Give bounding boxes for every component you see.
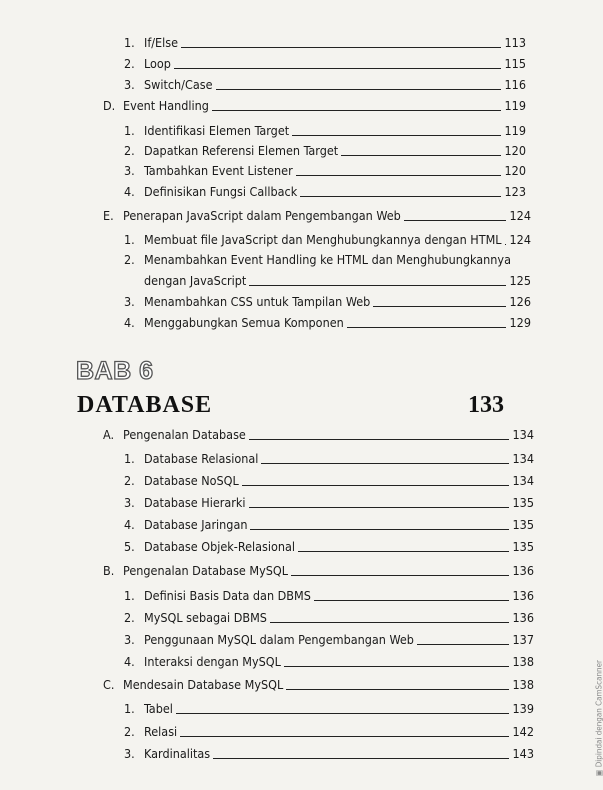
section-page: 136: [512, 563, 534, 578]
toc-section[interactable]: [103, 677, 534, 693]
toc-entry[interactable]: [124, 746, 534, 762]
leader-line: [249, 439, 509, 440]
entry-page: 134: [512, 473, 534, 488]
toc-entry[interactable]: [124, 315, 531, 331]
leader-line: [314, 600, 509, 601]
toc-entry[interactable]: [124, 451, 534, 467]
leader-line: [373, 306, 506, 307]
leader-line: [181, 47, 501, 48]
section-label: Pengenalan Database: [123, 427, 246, 442]
toc-entry[interactable]: [124, 56, 526, 72]
entry-number: 4.: [124, 517, 135, 532]
toc-entry[interactable]: [124, 654, 534, 670]
leader-line: [298, 551, 509, 552]
chapter-number: BAB 6: [76, 357, 154, 385]
entry-number: 3.: [124, 632, 135, 647]
entry-number: 1.: [124, 451, 135, 466]
toc-entry[interactable]: [124, 294, 531, 310]
entry-label: Database NoSQL: [144, 473, 239, 488]
leader-line: [250, 529, 509, 530]
toc-entry[interactable]: [124, 473, 534, 489]
entry-page: 115: [504, 56, 526, 71]
leader-line: [261, 463, 509, 464]
leader-line: [296, 175, 501, 176]
entry-label: Loop: [144, 56, 171, 71]
entry-page: 123: [504, 184, 526, 199]
toc-entry[interactable]: [124, 517, 534, 533]
entry-label: Menambahkan Event Handling ke HTML dan Menghubungkannya: [144, 252, 511, 267]
chapter-page: 133: [468, 392, 504, 418]
leader-line: [242, 485, 509, 486]
leader-line: [270, 622, 509, 623]
entry-number: 4.: [124, 315, 135, 330]
toc-entry[interactable]: [124, 77, 526, 93]
leader-line: [174, 68, 501, 69]
leader-line: [249, 507, 509, 508]
entry-page: 129: [509, 315, 531, 330]
entry-number: 2.: [124, 252, 135, 267]
entry-number: 1.: [124, 123, 135, 138]
section-page: 138: [512, 677, 534, 692]
section-page: 124: [509, 208, 531, 223]
section-letter: D.: [103, 98, 116, 113]
bleed-through: [475, 335, 502, 370]
section-label: Penerapan JavaScript dalam Pengembangan Web: [123, 208, 401, 223]
toc-section[interactable]: [103, 427, 534, 443]
entry-number: 5.: [124, 539, 135, 554]
section-letter: E.: [103, 208, 114, 223]
entry-number: 1.: [124, 232, 135, 247]
entry-page: 113: [504, 35, 526, 50]
toc-entry[interactable]: [124, 539, 534, 555]
entry-page: 116: [504, 77, 526, 92]
entry-label: Interaksi dengan MySQL: [144, 654, 281, 669]
section-label: Pengenalan Database MySQL: [123, 563, 289, 578]
entry-number: 3.: [124, 746, 135, 761]
toc-entry-continuation[interactable]: [144, 273, 531, 289]
chapter-title[interactable]: DATABASE: [77, 392, 213, 418]
entry-page: 124: [509, 232, 531, 247]
entry-page: 135: [512, 517, 534, 532]
entry-page: 143: [512, 746, 534, 761]
entry-page: 139: [512, 701, 534, 716]
entry-number: 1.: [124, 588, 135, 603]
toc-section[interactable]: [103, 563, 534, 579]
toc-entry[interactable]: [124, 610, 534, 626]
entry-number: 2.: [124, 473, 135, 488]
entry-number: 3.: [124, 77, 135, 92]
leader-line: [216, 89, 502, 90]
entry-label: Switch/Case: [144, 77, 213, 92]
entry-number: 2.: [124, 724, 135, 739]
entry-label: Database Hierarki: [144, 495, 246, 510]
scanner-text: Dipindai dengan CamScanner: [594, 660, 603, 768]
entry-label: Tabel: [144, 701, 173, 716]
entry-label: Kardinalitas: [144, 746, 211, 761]
toc-entry-wrapped[interactable]: [124, 252, 511, 268]
entry-page: 134: [512, 451, 534, 466]
entry-number: 1.: [124, 35, 135, 50]
entry-label: Database Relasional: [144, 451, 259, 466]
entry-page: 135: [512, 495, 534, 510]
toc-entry[interactable]: [124, 632, 534, 648]
entry-number: 3.: [124, 294, 135, 309]
leader-line: [300, 196, 501, 197]
entry-label: Dapatkan Referensi Elemen Target: [144, 143, 339, 158]
toc-entry[interactable]: [124, 143, 526, 159]
entry-label: Membuat file JavaScript dan Menghubungkannya dengan HTML: [144, 232, 502, 247]
section-letter: B.: [103, 563, 115, 578]
leader-line: [212, 110, 501, 111]
leader-line: [213, 758, 509, 759]
entry-label: Database Jaringan: [144, 517, 248, 532]
entry-page: 126: [509, 294, 531, 309]
leader-line: [176, 713, 509, 714]
entry-label: Menambahkan CSS untuk Tampilan Web: [144, 294, 371, 309]
scanner-logo-icon: ▣: [594, 767, 603, 777]
entry-number: 3.: [124, 163, 135, 178]
toc-entry[interactable]: [124, 35, 526, 51]
leader-line: [180, 736, 509, 737]
leader-line: [284, 666, 509, 667]
entry-page: 138: [512, 654, 534, 669]
leader-line: [347, 327, 506, 328]
entry-label: dengan JavaScript: [144, 273, 247, 288]
entry-label: Relasi: [144, 724, 178, 739]
entry-label: Penggunaan MySQL dalam Pengembangan Web: [144, 632, 414, 647]
toc-entry[interactable]: [124, 123, 526, 139]
entry-number: 1.: [124, 701, 135, 716]
toc-entry[interactable]: [124, 184, 526, 200]
section-letter: A.: [103, 427, 115, 442]
leader-line: [417, 644, 509, 645]
entry-page: 137: [512, 632, 534, 647]
entry-page: 120: [504, 143, 526, 158]
entry-number: 4.: [124, 654, 135, 669]
entry-page: 136: [512, 610, 534, 625]
entry-number: 3.: [124, 495, 135, 510]
entry-page: 135: [512, 539, 534, 554]
toc-entry[interactable]: [124, 724, 534, 740]
entry-label: Database Objek-Relasional: [144, 539, 296, 554]
entry-label: Menggabungkan Semua Komponen: [144, 315, 344, 330]
leader-line: [505, 244, 506, 245]
entry-label: Definisikan Fungsi Callback: [144, 184, 298, 199]
entry-label: MySQL sebagai DBMS: [144, 610, 267, 625]
entry-page: 120: [504, 163, 526, 178]
entry-number: 2.: [124, 143, 135, 158]
entry-label: Definisi Basis Data dan DBMS: [144, 588, 311, 603]
toc-entry[interactable]: [124, 588, 534, 604]
toc-entry[interactable]: [124, 232, 531, 248]
toc-section[interactable]: [103, 208, 531, 224]
leader-line: [404, 220, 506, 221]
section-page: 134: [512, 427, 534, 442]
leader-line: [291, 575, 509, 576]
section-label: Mendesain Database MySQL: [123, 677, 284, 692]
entry-label: If/Else: [144, 35, 179, 50]
entry-number: 2.: [124, 610, 135, 625]
section-label: Event Handling: [123, 98, 209, 113]
entry-label: Tambahkan Event Listener: [144, 163, 293, 178]
toc-entry[interactable]: [124, 701, 534, 717]
section-letter: C.: [103, 677, 115, 692]
entry-page: 142: [512, 724, 534, 739]
toc-entry[interactable]: [124, 495, 534, 511]
entry-page: 119: [504, 123, 526, 138]
entry-number: 2.: [124, 56, 135, 71]
entry-page: 136: [512, 588, 534, 603]
entry-label: Identifikasi Elemen Target: [144, 123, 290, 138]
leader-line: [292, 135, 501, 136]
scanner-watermark: [594, 660, 603, 776]
leader-line: [341, 155, 501, 156]
toc-section[interactable]: [103, 98, 526, 114]
leader-line: [286, 689, 509, 690]
toc-entry[interactable]: [124, 163, 526, 179]
entry-page: 125: [509, 273, 531, 288]
leader-line: [249, 285, 506, 286]
section-page: 119: [504, 98, 526, 113]
entry-number: 4.: [124, 184, 135, 199]
